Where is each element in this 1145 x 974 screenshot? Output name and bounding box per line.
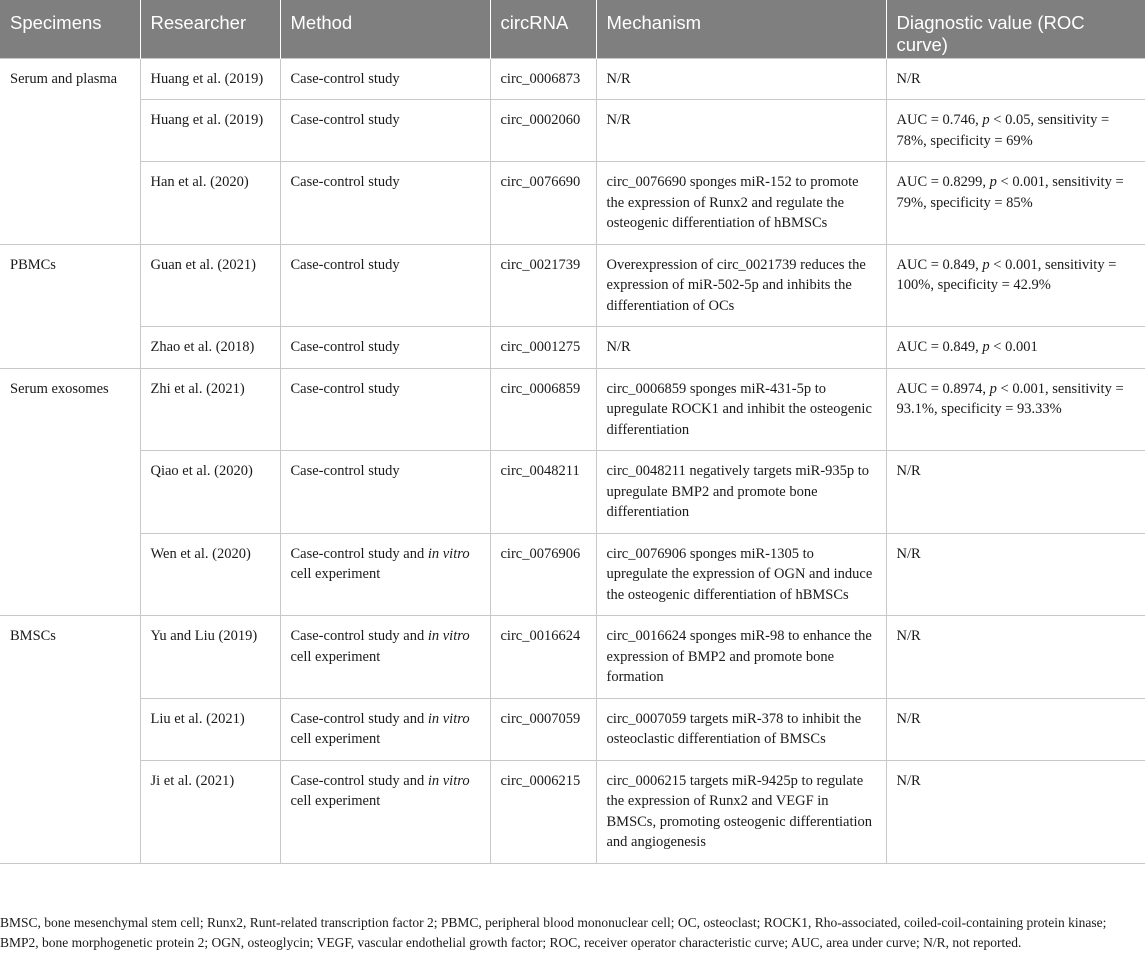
table-row bbox=[0, 327, 1145, 369]
italic-term: in vitro bbox=[427, 710, 470, 727]
text-part: cell experiment bbox=[290, 793, 381, 809]
cell-circrna: circ_0007059 bbox=[490, 698, 596, 760]
cell-method bbox=[280, 533, 490, 616]
italic-term: in vitro bbox=[427, 545, 470, 562]
table-row bbox=[0, 58, 1145, 100]
cell-researcher: Yu and Liu (2019) bbox=[140, 616, 280, 699]
cell-specimen: PBMCs bbox=[0, 244, 140, 368]
cell-method bbox=[280, 58, 490, 100]
text-part: cell experiment bbox=[290, 648, 381, 665]
text-part: AUC = 0.8974, bbox=[896, 380, 990, 397]
text-part: AUC = 0.849, bbox=[896, 256, 983, 273]
italic-term: p bbox=[982, 256, 990, 273]
cell-specimen: BMSCs bbox=[0, 616, 140, 864]
text-part: Case-control study bbox=[290, 463, 400, 479]
cell-method bbox=[280, 100, 490, 162]
italic-term: p bbox=[989, 174, 997, 190]
header-row bbox=[0, 0, 1145, 58]
header-diagnostic-value: Diagnostic value (ROC curve) bbox=[886, 0, 1145, 58]
text-part: Case-control study bbox=[290, 256, 400, 273]
text-part: cell experiment bbox=[290, 566, 381, 582]
table-body bbox=[0, 58, 1145, 863]
text-part: Case-control study and bbox=[290, 772, 428, 789]
cell-researcher: Han et al. (2020) bbox=[140, 162, 280, 245]
cell-method bbox=[280, 698, 490, 760]
text-part: N/R bbox=[896, 70, 921, 87]
cell-mechanism: circ_0048211 negatively targets miR-935p to upregulate BMP2 and promote bone differentiation bbox=[596, 451, 886, 534]
cell-researcher: Zhi et al. (2021) bbox=[140, 368, 280, 451]
cell-researcher: Guan et al. (2021) bbox=[140, 244, 280, 327]
cell-mechanism: circ_0007059 targets miR-378 to inhibit the osteoclastic differentiation of BMSCs bbox=[596, 698, 886, 760]
cell-diagnostic-value bbox=[886, 451, 1145, 534]
header-specimens: Specimens bbox=[0, 0, 140, 58]
header-circrna: circRNA bbox=[490, 0, 596, 58]
text-part: < 0.05, sensitivity = 78%, specificity = 69% bbox=[896, 112, 1110, 149]
cell-diagnostic-value bbox=[886, 368, 1145, 451]
table-footnote: BMSC, bone mesenchymal stem cell; Runx2, Runt-related transcription factor 2; PBMC, peripheral blood mononuclear cell; OC, osteoclast; ROCK1, Rho-associated, coiled-coil-containing protein kinase; BMP2, bone morphogenetic protein 2; OGN, osteoglycin; VEGF, vascular endothelial growth factor; ROC, receiver operator characteristic curve; AUC, area under curve; N/R, not reported. bbox=[0, 915, 1107, 950]
italic-term: in vitro bbox=[427, 772, 470, 789]
table-row bbox=[0, 244, 1145, 327]
text-part: < 0.001, sensitivity = 79%, specificity = 85% bbox=[896, 174, 1124, 211]
cell-researcher: Wen et al. (2020) bbox=[140, 533, 280, 616]
cell-method bbox=[280, 760, 490, 863]
cell-circrna: circ_0076906 bbox=[490, 533, 596, 616]
italic-term: p bbox=[989, 380, 997, 397]
cell-diagnostic-value bbox=[886, 616, 1145, 699]
cell-researcher: Ji et al. (2021) bbox=[140, 760, 280, 863]
cell-method bbox=[280, 162, 490, 245]
text-part: < 0.001, sensitivity = 100%, specificity = 42.9% bbox=[896, 256, 1117, 293]
cell-diagnostic-value bbox=[886, 162, 1145, 245]
cell-circrna: circ_0021739 bbox=[490, 244, 596, 327]
cell-mechanism: N/R bbox=[596, 58, 886, 100]
cell-circrna: circ_0006215 bbox=[490, 760, 596, 863]
cell-circrna: circ_0076690 bbox=[490, 162, 596, 245]
cell-diagnostic-value bbox=[886, 58, 1145, 100]
cell-mechanism: N/R bbox=[596, 327, 886, 369]
text-part: AUC = 0.8299, bbox=[896, 174, 990, 190]
cell-diagnostic-value bbox=[886, 327, 1145, 369]
cell-specimen: Serum and plasma bbox=[0, 58, 140, 244]
header-mechanism: Mechanism bbox=[596, 0, 886, 58]
text-part: < 0.001, sensitivity = 93.1%, specificity = 93.33% bbox=[896, 380, 1124, 417]
cell-researcher: Qiao et al. (2020) bbox=[140, 451, 280, 534]
text-part: Case-control study bbox=[290, 380, 400, 397]
cell-diagnostic-value bbox=[886, 533, 1145, 616]
text-part: Case-control study and bbox=[290, 710, 428, 727]
text-part: N/R bbox=[896, 545, 921, 562]
text-part: Case-control study and bbox=[290, 628, 428, 644]
cell-diagnostic-value bbox=[886, 244, 1145, 327]
cell-researcher: Zhao et al. (2018) bbox=[140, 327, 280, 369]
italic-term: p bbox=[982, 112, 990, 128]
table-row bbox=[0, 368, 1145, 451]
cell-researcher: Huang et al. (2019) bbox=[140, 58, 280, 100]
text-part: N/R bbox=[896, 463, 921, 479]
cell-method bbox=[280, 368, 490, 451]
cell-mechanism: circ_0076690 sponges miR-152 to promote the expression of Runx2 and regulate the osteogenic differentiation of hBMSCs bbox=[596, 162, 886, 245]
cell-circrna: circ_0016624 bbox=[490, 616, 596, 699]
text-part: N/R bbox=[896, 710, 921, 727]
cell-researcher: Huang et al. (2019) bbox=[140, 100, 280, 162]
cell-diagnostic-value bbox=[886, 698, 1145, 760]
cell-circrna: circ_0006859 bbox=[490, 368, 596, 451]
cell-mechanism: circ_0076906 sponges miR-1305 to upregulate the expression of OGN and induce the osteogenic differentiation of hBMSCs bbox=[596, 533, 886, 616]
cell-circrna: circ_0001275 bbox=[490, 327, 596, 369]
header-method: Method bbox=[280, 0, 490, 58]
cell-mechanism: circ_0006859 sponges miR-431-5p to upregulate ROCK1 and inhibit the osteogenic differentiation bbox=[596, 368, 886, 451]
cell-mechanism: circ_0016624 sponges miR-98 to enhance the expression of BMP2 and promote bone formation bbox=[596, 616, 886, 699]
cell-mechanism: circ_0006215 targets miR-9425p to regulate the expression of Runx2 and VEGF in BMSCs, promoting osteogenic differentiation and angiogenesis bbox=[596, 760, 886, 863]
cell-mechanism: Overexpression of circ_0021739 reduces the expression of miR-502-5p and inhibits the differentiation of OCs bbox=[596, 244, 886, 327]
cell-specimen: Serum exosomes bbox=[0, 368, 140, 616]
text-part: Case-control study bbox=[290, 112, 400, 128]
cell-method bbox=[280, 616, 490, 699]
text-part: N/R bbox=[896, 772, 921, 789]
cell-mechanism: N/R bbox=[596, 100, 886, 162]
text-part: Case-control study bbox=[290, 70, 400, 87]
cell-circrna: circ_0006873 bbox=[490, 58, 596, 100]
table-row bbox=[0, 698, 1145, 760]
cell-diagnostic-value bbox=[886, 100, 1145, 162]
cell-method bbox=[280, 327, 490, 369]
table-row bbox=[0, 451, 1145, 534]
text-part: cell experiment bbox=[290, 731, 381, 747]
text-part: < 0.001 bbox=[989, 339, 1038, 355]
italic-term: p bbox=[982, 339, 990, 355]
table-row bbox=[0, 162, 1145, 245]
cell-circrna: circ_0048211 bbox=[490, 451, 596, 534]
text-part: AUC = 0.849, bbox=[896, 339, 983, 355]
header-researcher: Researcher bbox=[140, 0, 280, 58]
cell-researcher: Liu et al. (2021) bbox=[140, 698, 280, 760]
cell-circrna: circ_0002060 bbox=[490, 100, 596, 162]
cell-diagnostic-value bbox=[886, 760, 1145, 863]
text-part: N/R bbox=[896, 628, 921, 644]
table-row bbox=[0, 100, 1145, 162]
text-part: Case-control study bbox=[290, 174, 400, 190]
cell-method bbox=[280, 451, 490, 534]
cell-method bbox=[280, 244, 490, 327]
text-part: AUC = 0.746, bbox=[896, 112, 983, 128]
text-part: Case-control study and bbox=[290, 545, 428, 562]
table-header bbox=[0, 0, 1145, 58]
text-part: Case-control study bbox=[290, 339, 400, 355]
table-row bbox=[0, 760, 1145, 863]
italic-term: in vitro bbox=[427, 628, 470, 644]
table-row bbox=[0, 533, 1145, 616]
table-row bbox=[0, 616, 1145, 699]
